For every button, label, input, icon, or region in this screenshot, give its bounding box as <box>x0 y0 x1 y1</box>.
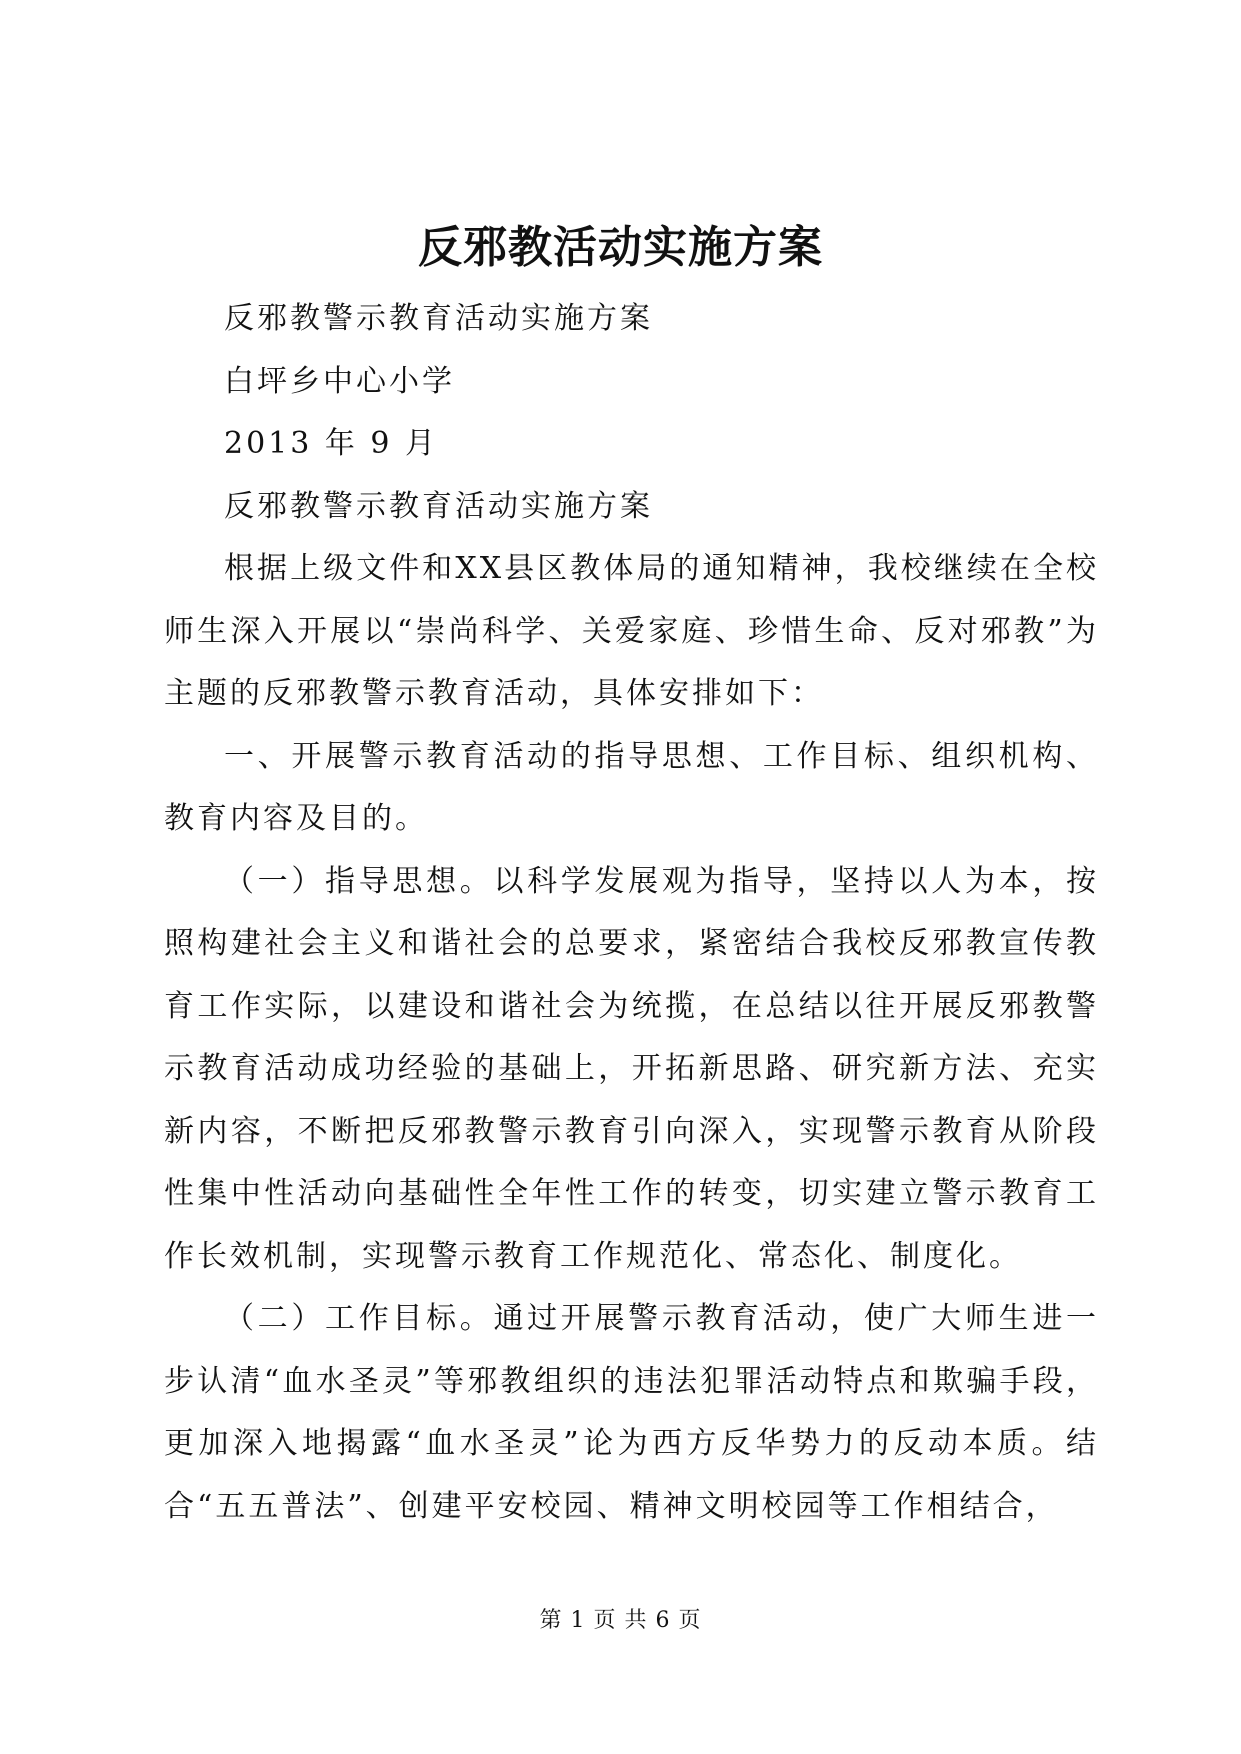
school-name-line: 白坪乡中心小学 <box>224 363 455 399</box>
subtitle-line: 反邪教警示教育活动实施方案 <box>224 301 653 336</box>
section-title-line: 反邪教警示教育活动实施方案 <box>224 488 653 524</box>
guiding-ideology-paragraph: （一）指导思想。以科学发展观为指导，坚持以人为本，按照构建社会主义和谐社会的总要求，紧密结合我校反邪教宣传教育工作实际，以建设和谐社会为统揽，在总结以往开展反邪教警示教育活动成功经验的基础上，开拓新思路、研究新方法、充实新内容，不断把反邪教警示教育引向深入，实现警示教育从阶段性集中性活动向基础性全年性工作的转变，切实建立警示教育工作长效机制，实现警示教育工作规范化、常态化、制度化。 <box>164 863 1099 1274</box>
page-number-footer: 第 1 页 共 6 页 <box>539 1608 702 1633</box>
section-one-heading: 一、开展警示教育活动的指导思想、工作目标、组织机构、教育内容及目的。 <box>164 738 1099 836</box>
intro-paragraph: 根据上级文件和XX县区教体局的通知精神，我校继续在全校师生深入开展以“崇尚科学、关爱家庭、珍惜生命、反对邪教”为主题的反邪教警示教育活动，具体安排如下： <box>164 551 1099 711</box>
work-goals-paragraph: （二）工作目标。通过开展警示教育活动，使广大师生进一步认清“血水圣灵”等邪教组织的违法犯罪活动特点和欺骗手段，更加深入地揭露“血水圣灵”论为西方反华势力的反动本质。结合“五五普法”、创建平安校园、精神文明校园等工作相结合， <box>164 1301 1099 1524</box>
document-body <box>164 288 1099 1538</box>
date-line: 2013 年 9 月 <box>224 426 439 461</box>
document-title: 反邪教活动实施方案 <box>418 222 823 273</box>
